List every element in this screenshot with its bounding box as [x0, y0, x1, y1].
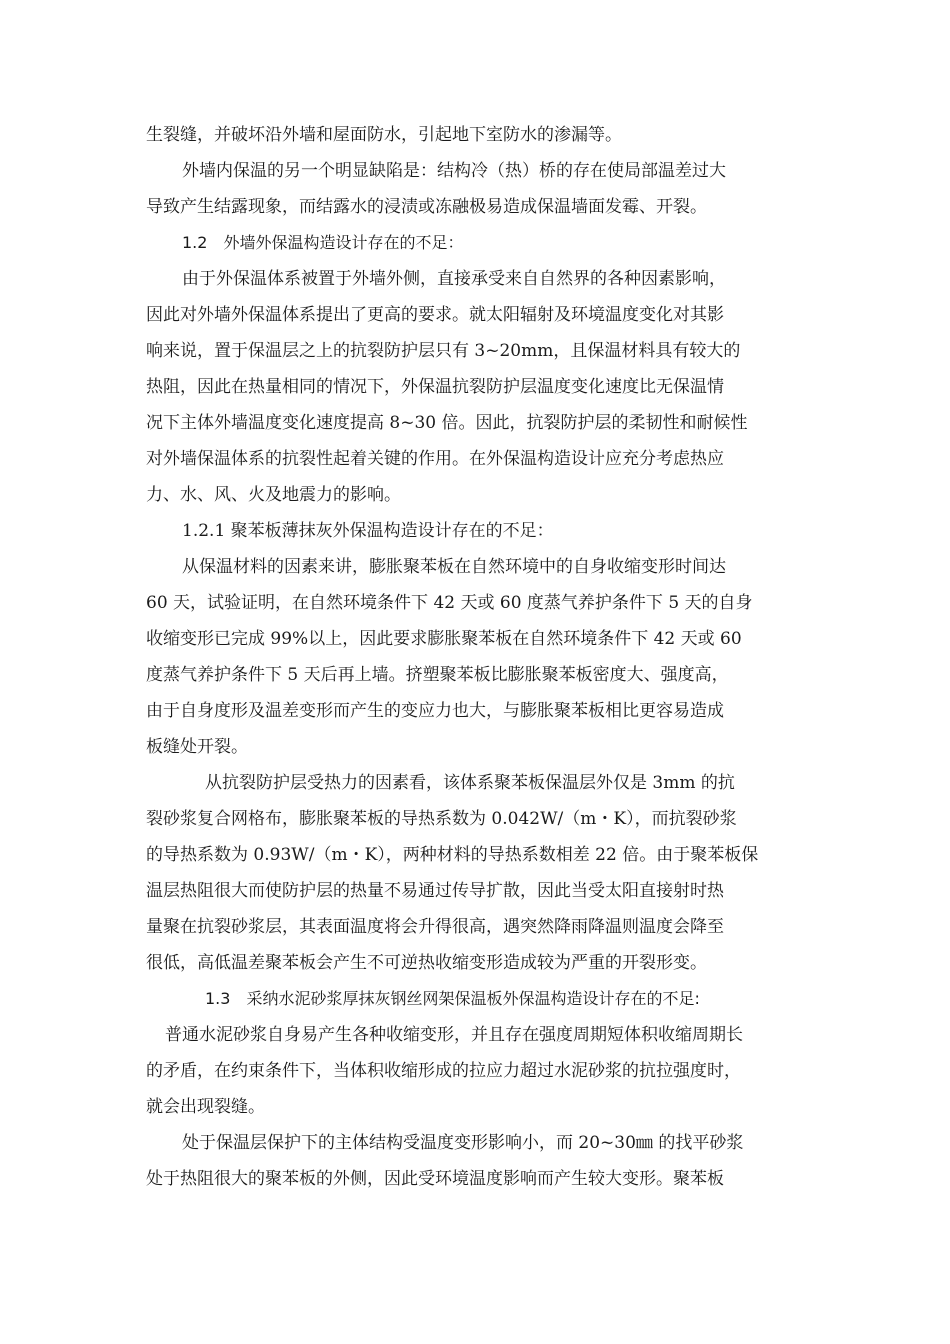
- body-text-line: 就会出现裂缝。: [146, 1097, 265, 1117]
- body-text-line: 导致产生结露现象，而结露水的浸渍或冻融极易造成保温墙面发霉、开裂。: [146, 197, 707, 217]
- body-text-line: 很低，高低温差聚苯板会产生不可逆热收缩变形造成较为严重的开裂形变。: [146, 953, 707, 973]
- body-text-line: 况下主体外墙温度变化速度提高 8~30 倍。因此，抗裂防护层的柔韧性和耐候性: [146, 413, 748, 433]
- section-heading-1-2: 1.2 外墙外保温构造设计存在的不足：: [182, 233, 464, 252]
- body-text-line: 板缝处开裂。: [146, 737, 248, 757]
- paragraph-first-line: 处于保温层保护下的主体结构受温度变形影响小，而 20~30㎜ 的找平砂浆: [182, 1133, 744, 1153]
- body-text-line: 响来说，置于保温层之上的抗裂防护层只有 3~20mm，且保温材料具有较大的: [146, 341, 741, 361]
- body-text-line: 的矛盾，在约束条件下，当体积收缩形成的拉应力超过水泥砂浆的抗拉强度时，: [146, 1061, 741, 1081]
- body-text-line: 的导热系数为 0.93W/（m・K），两种材料的导热系数相差 22 倍。由于聚苯板保: [146, 845, 759, 865]
- section-heading-1-2-1: 1.2.1 聚苯板薄抹灰外保温构造设计存在的不足：: [182, 521, 554, 541]
- body-text-line: 热阻，因此在热量相同的情况下，外保温抗裂防护层温度变化速度比无保温情: [146, 377, 724, 397]
- body-text-line: 温层热阻很大而使防护层的热量不易通过传导扩散，因此当受太阳直接射时热: [146, 881, 724, 901]
- body-text-line: 因此对外墙外保温体系提出了更高的要求。就太阳辐射及环境温度变化对其影: [146, 305, 724, 325]
- body-text-line: 生裂缝，并破坏沿外墙和屋面防水，引起地下室防水的渗漏等。: [146, 125, 622, 145]
- paragraph-first-line: 普通水泥砂浆自身易产生各种收缩变形，并且存在强度周期短体积收缩周期长: [165, 1025, 743, 1045]
- paragraph-first-line: 外墙内保温的另一个明显缺陷是：结构冷（热）桥的存在使局部温差过大: [182, 161, 726, 181]
- body-text-line: 60 天，试验证明，在自然环境条件下 42 天或 60 度蒸气养护条件下 5 天的自身: [146, 593, 753, 613]
- section-heading-1-3: 1.3 采纳水泥砂浆厚抹灰钢丝网架保温板外保温构造设计存在的不足:: [205, 989, 700, 1008]
- paragraph-first-line: 从保温材料的因素来讲，膨胀聚苯板在自然环境中的自身收缩变形时间达: [182, 557, 726, 577]
- body-text-line: 度蒸气养护条件下 5 天后再上墙。挤塑聚苯板比膨胀聚苯板密度大、强度高，: [146, 665, 729, 685]
- paragraph-first-line: 由于外保温体系被置于外墙外侧，直接承受来自自然界的各种因素影响，: [182, 269, 726, 289]
- body-text-line: 力、水、风、火及地震力的影响。: [146, 485, 401, 505]
- body-text-line: 量聚在抗裂砂浆层，其表面温度将会升得很高，遇突然降雨降温则温度会降至: [146, 917, 724, 937]
- body-text-line: 裂砂浆复合网格布，膨胀聚苯板的导热系数为 0.042W/（m・K），而抗裂砂浆: [146, 809, 737, 829]
- body-text-line: 由于自身度形及温差变形而产生的变应力也大，与膨胀聚苯板相比更容易造成: [146, 701, 724, 721]
- body-text-line: 收缩变形已完成 99%以上，因此要求膨胀聚苯板在自然环境条件下 42 天或 60: [146, 629, 742, 649]
- paragraph-first-line: 从抗裂防护层受热力的因素看，该体系聚苯板保温层外仅是 3mm 的抗: [205, 773, 735, 793]
- body-text-line: 处于热阻很大的聚苯板的外侧，因此受环境温度影响而产生较大变形。聚苯板: [146, 1169, 724, 1189]
- body-text-line: 对外墙保温体系的抗裂性起着关键的作用。在外保温构造设计应充分考虑热应: [146, 449, 724, 469]
